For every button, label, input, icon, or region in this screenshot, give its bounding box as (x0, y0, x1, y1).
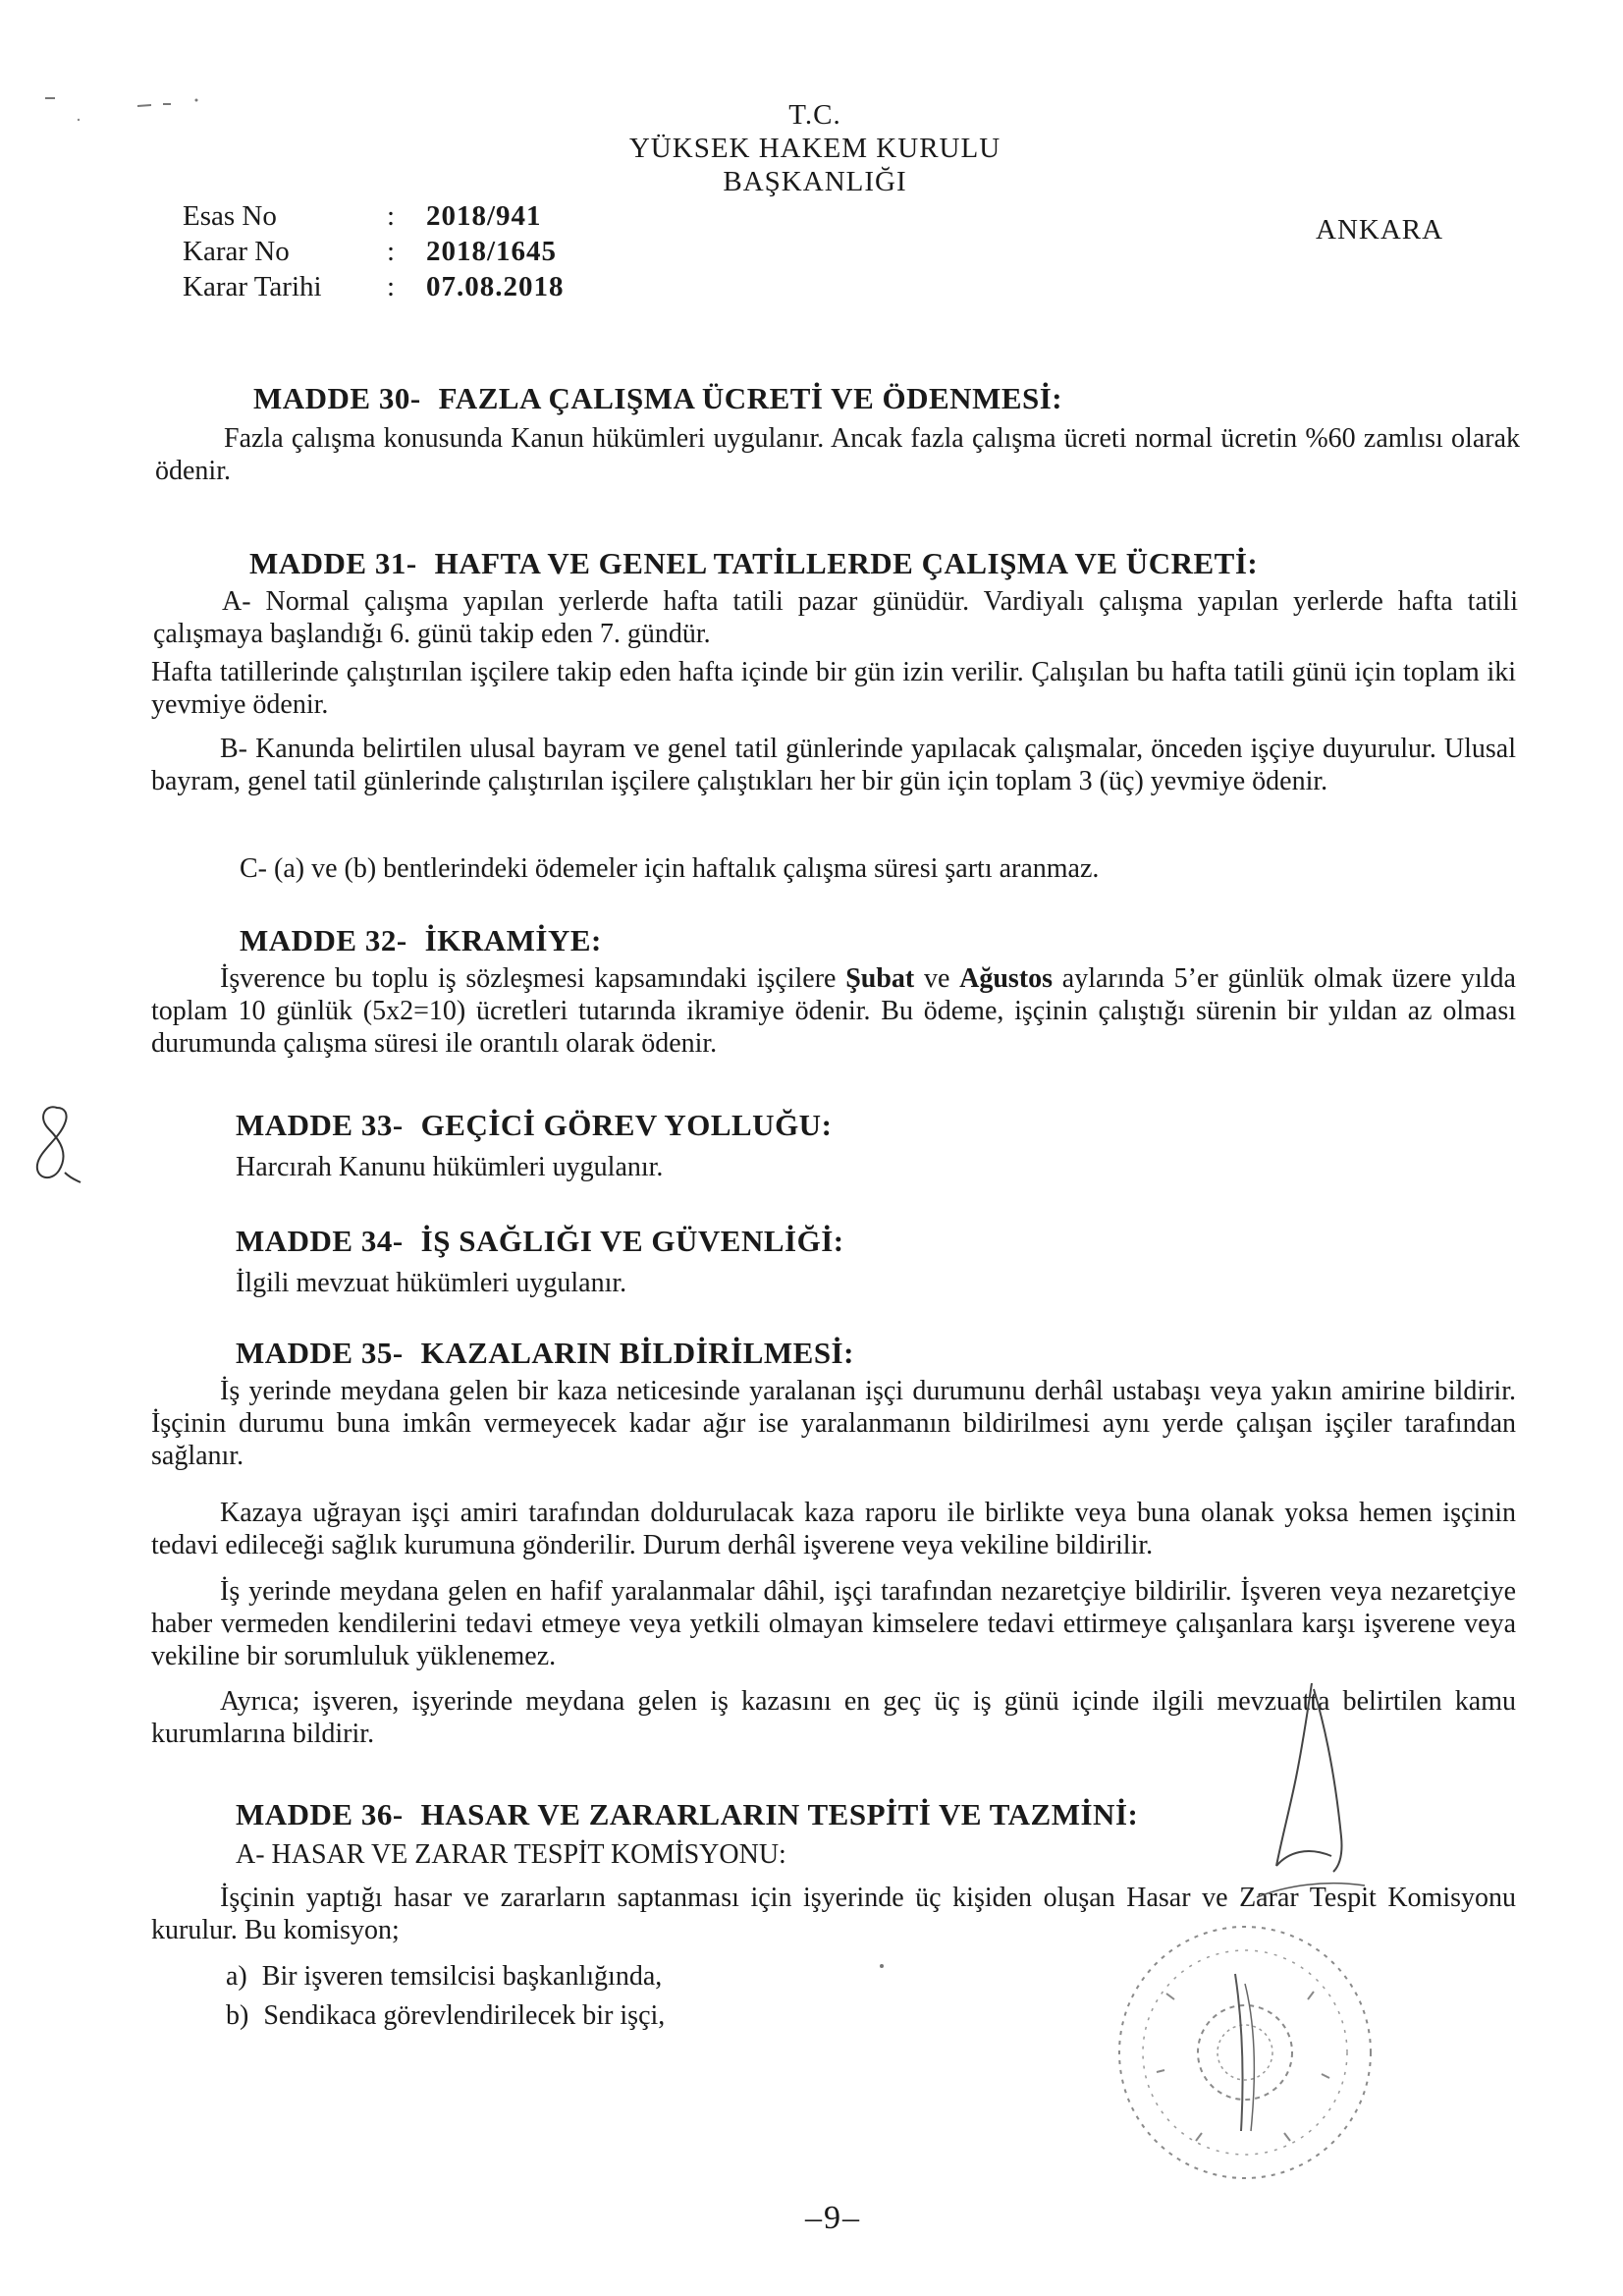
article-title: HAFTA VE GENEL TATİLLERDE ÇALIŞMA VE ÜCRETİ: (434, 546, 1259, 580)
page-number: –9– (805, 2200, 861, 2236)
header-tc: T.C. (788, 99, 841, 131)
article-36-paragraph: İşçinin yaptığı hasar ve zararların saptanması için işyerinde üç kişiden oluşan Hasar ve Zarar Tespit Komisyonu kurulur. Bu komisyon; (151, 1883, 1516, 1945)
paragraph-text: İşverence bu toplu iş sözleşmesi kapsamındaki işçilere (220, 963, 846, 994)
meta-value: 2018/1645 (426, 236, 558, 267)
paragraph-text: ve (914, 963, 960, 994)
list-marker: b) (226, 2000, 249, 2031)
article-number: MADDE 30- (253, 381, 421, 415)
article-number: MADDE 34- (236, 1224, 404, 1258)
article-33-heading (236, 1108, 832, 1143)
article-31-paragraph-a: A- Normal çalışma yapılan yerlerde hafta tatili pazar günüdür. Vardiyalı çalışma yapılan yerlerde hafta tatili çalışmaya başlandığı 6. günü takip eden 7. gündür. (153, 586, 1518, 649)
scan-specks (39, 88, 216, 128)
list-item-a (226, 1960, 662, 1993)
article-32-paragraph (151, 962, 1516, 1060)
meta-label: Esas No (183, 200, 277, 232)
article-31-paragraph-c: C- (a) ve (b) bentlerindeki ödemeler için haftalık çalışma süresi şartı aranmaz. (240, 853, 1100, 884)
article-31-paragraph-rest: Hafta tatillerinde çalıştırılan işçilere takip eden hafta içinde bir gün izin verilir. Çalışılan bu hafta tatili günü için toplam iki yevmiye ödenir. (151, 657, 1516, 720)
meta-colon: : (387, 236, 396, 267)
meta-label: Karar Tarihi (183, 271, 322, 302)
round-stamp (1098, 1905, 1392, 2200)
article-36-heading (236, 1797, 1138, 1832)
article-title: GEÇİCİ GÖREV YOLLUĞU: (420, 1108, 833, 1142)
article-31-paragraph-b: B- Kanunda belirtilen ulusal bayram ve genel tatil günlerinde yapılacak çalışmalar, önceden işçiye duyurulur. Ulusal bayram, genel tatil günlerinde çalıştırılan işçilere çalıştıkları her bir gün için toplam 3 (üç) yevmiye ödenir. (151, 734, 1516, 796)
paragraph-text: aylarında 5’er günlük olmak üzere yılda toplam 10 günlük (5x2=10) ücretleri tutarında ikramiye ödenir. Bu ödeme, işçinin çalıştığı sürenin bir yıldan az olması durumunda çalışma süresi ile orantılı olarak ödenir. (151, 963, 1516, 1059)
article-35-paragraph-3: İş yerinde meydana gelen en hafif yaralanmalar dâhil, işçi tarafından nezaretçiye bildirilir. İşveren veya nezaretçiye haber vermeden kendilerini tedavi etmeye veya yetkili olmayan kimselere tedavi ettirmeye çalışanlara karşı işverene veya vekiline bir sorumluluk yüklenemez. (151, 1576, 1516, 1671)
article-32-heading (240, 923, 602, 958)
list-text: Sendikaca görevlendirilecek bir işçi, (263, 2000, 666, 2031)
header-city: ANKARA (1316, 214, 1444, 246)
handwritten-margin-mark (26, 1100, 84, 1188)
meta-colon: : (387, 200, 396, 232)
article-title: KAZALARIN BİLDİRİLMESİ: (420, 1336, 854, 1370)
article-34-paragraph: İlgili mevzuat hükümleri uygulanır. (236, 1268, 627, 1298)
article-number: MADDE 35- (236, 1336, 404, 1370)
month-subat: Şubat (845, 963, 915, 994)
article-31-heading (249, 546, 1258, 581)
article-35-heading (236, 1336, 854, 1371)
article-35-paragraph-4: Ayrıca; işveren, işyerinde meydana gelen iş kazasını en geç üç iş günü içinde ilgili mevzuatta belirtilen kamu kurumlarına bildirir. (151, 1686, 1516, 1749)
article-title: İŞ SAĞLIĞI VE GÜVENLİĞİ: (420, 1224, 844, 1258)
meta-karar-tarihi (183, 269, 565, 304)
header-institution: YÜKSEK HAKEM KURULU (628, 133, 1001, 164)
handwritten-signature (1217, 1669, 1375, 1925)
month-agustos: Ağustos (959, 963, 1054, 994)
article-34-heading (236, 1224, 844, 1259)
article-number: MADDE 33- (236, 1108, 404, 1142)
meta-label: Karar No (183, 236, 290, 267)
article-title: HASAR VE ZARARLARIN TESPİTİ VE TAZMİNİ: (420, 1797, 1139, 1831)
article-30-paragraph: Fazla çalışma konusunda Kanun hükümleri uygulanır. Ancak fazla çalışma ücreti normal ücretin %60 zamlısı olarak ödenir. (155, 423, 1520, 486)
meta-esas-no (183, 198, 565, 234)
article-number: MADDE 31- (249, 546, 417, 580)
article-35-paragraph-1: İş yerinde meydana gelen bir kaza neticesinde yaralanan işçi durumunu derhâl ustabaşı veya yakın amirine bildirir. İşçinin durumu buna imkân vermeyecek kadar ağır ise yaralanmanın bildirilmesi aynı yerde çalışan işçiler tarafından sağlanır. (151, 1376, 1516, 1471)
meta-value: 07.08.2018 (426, 271, 565, 302)
header-presidency: BAŞKANLIĞI (723, 166, 907, 197)
meta-colon: : (387, 271, 396, 302)
article-title: İKRAMİYE: (424, 923, 602, 957)
article-title: FAZLA ÇALIŞMA ÜCRETİ VE ÖDENMESİ: (438, 381, 1063, 415)
article-30-heading (253, 381, 1062, 416)
meta-karar-no (183, 234, 565, 269)
article-35-paragraph-2: Kazaya uğrayan işçi amiri tarafından doldurulacak kaza raporu ile birlikte veya buna olanak yoksa hemen işçinin tedavi edileceği sağlık kurumuna gönderilir. Durum derhâl işverene veya vekiline bildirilir. (151, 1498, 1516, 1560)
list-marker: a) (226, 1961, 247, 1992)
article-36-subheading: A- HASAR VE ZARAR TESPİT KOMİSYONU: (236, 1839, 786, 1870)
scan-dot (880, 1964, 884, 1968)
article-number: MADDE 32- (240, 923, 407, 957)
case-meta (183, 198, 565, 304)
list-text: Bir işveren temsilcisi başkanlığında, (261, 1961, 663, 1992)
list-item-b (226, 1999, 665, 2032)
article-number: MADDE 36- (236, 1797, 404, 1831)
article-33-paragraph: Harcırah Kanunu hükümleri uygulanır. (236, 1152, 664, 1182)
meta-value: 2018/941 (426, 200, 542, 232)
